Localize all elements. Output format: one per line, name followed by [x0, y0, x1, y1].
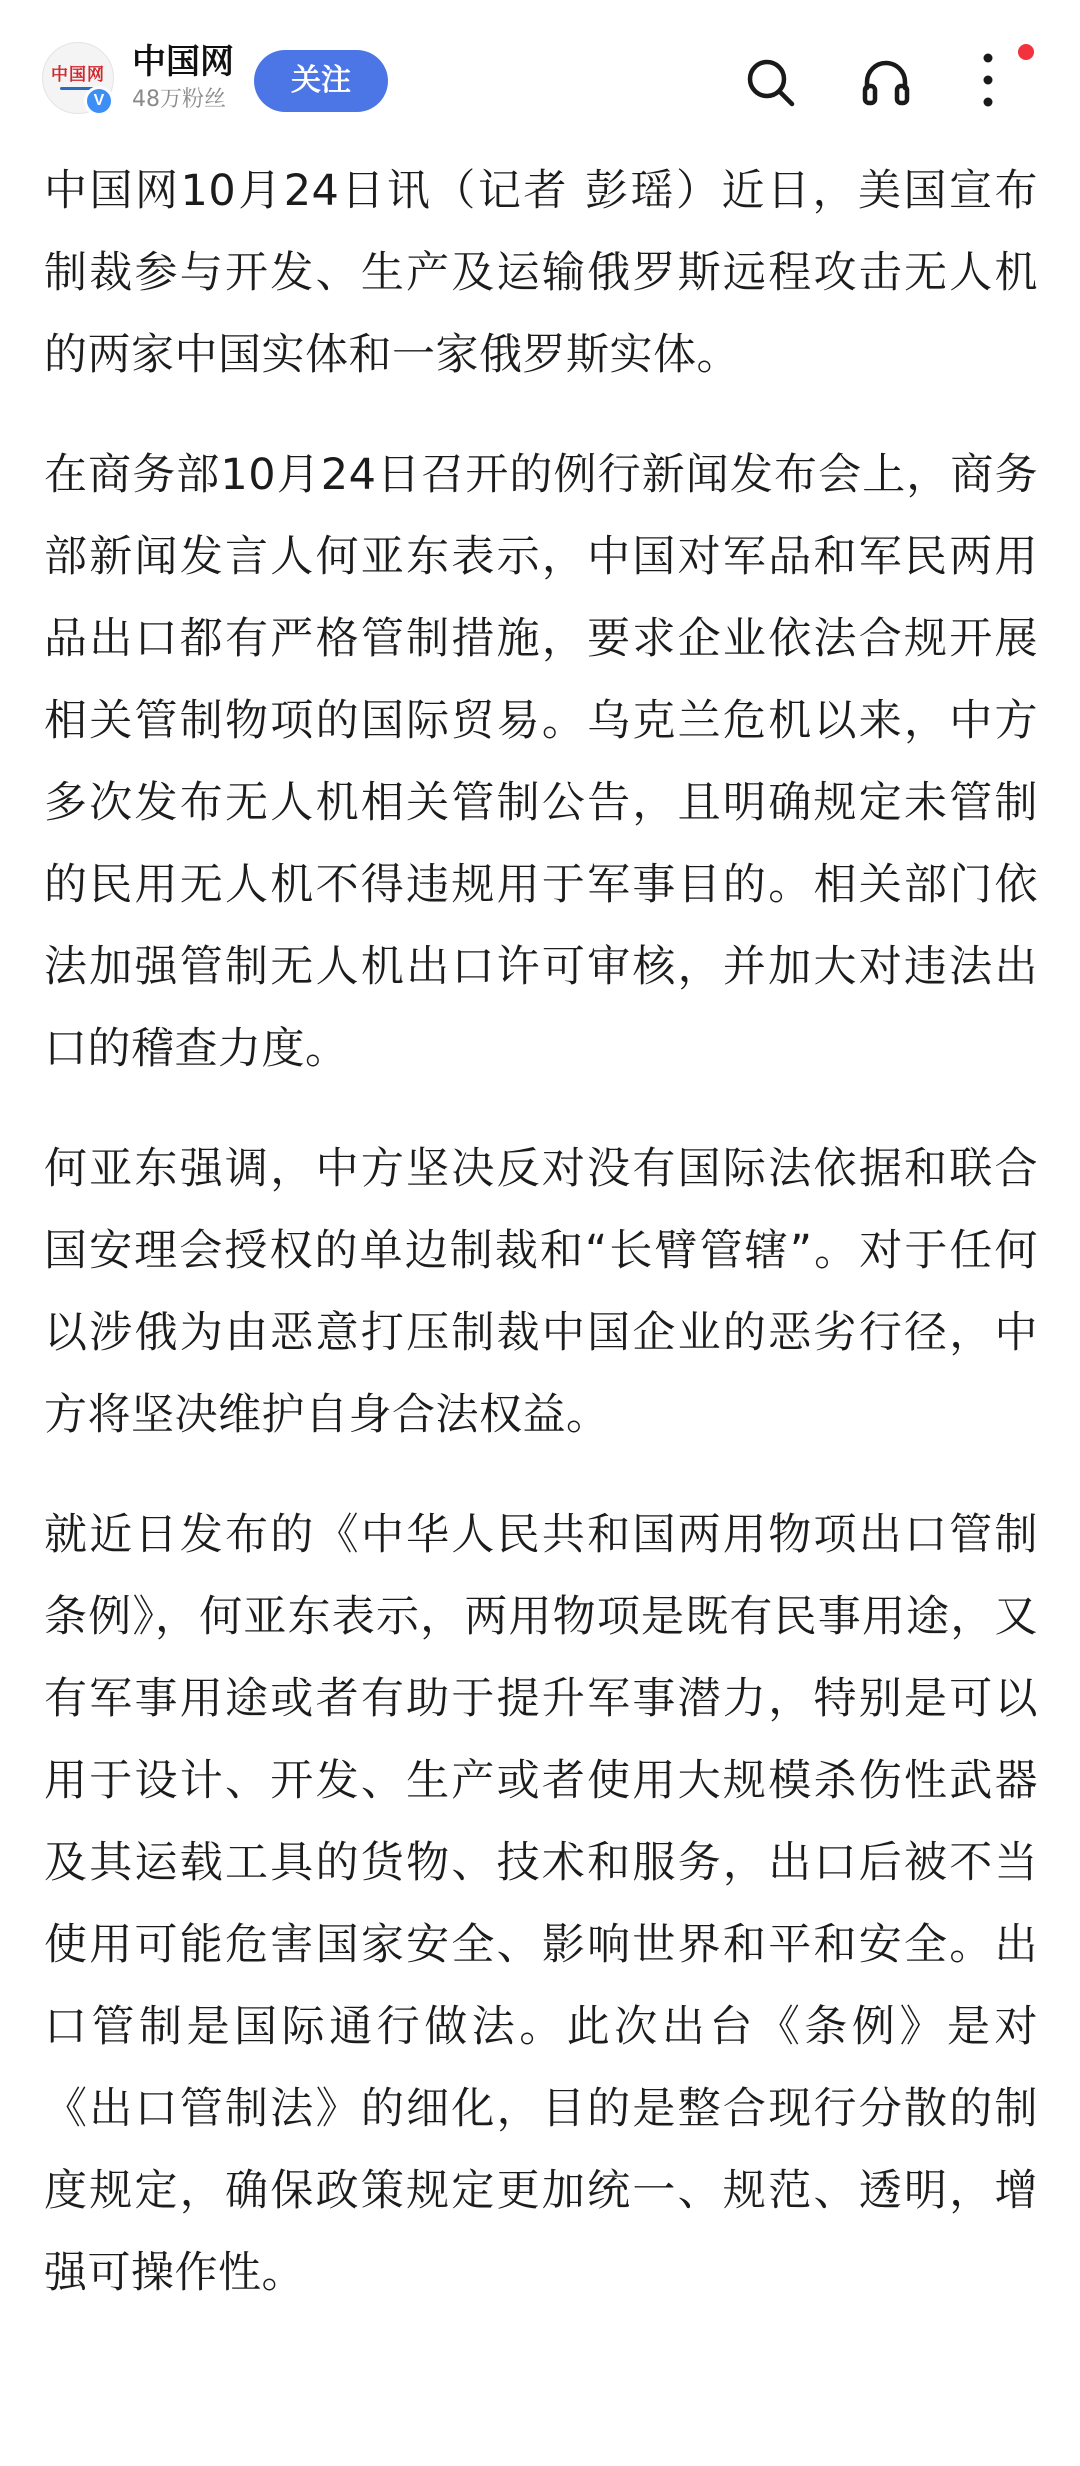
- more-vertical-icon[interactable]: [968, 48, 1008, 112]
- follow-button[interactable]: 关注: [254, 50, 388, 112]
- article-paragraph: 中国网10月24日讯（记者 彭瑶）近日，美国宣布制裁参与开发、生产及运输俄罗斯远程攻击无人机的两家中国实体和一家俄罗斯实体。: [44, 166, 1038, 380]
- headphones-icon[interactable]: [858, 54, 914, 110]
- search-icon[interactable]: [742, 54, 798, 110]
- article-header: [0, 0, 1080, 150]
- notification-dot: [1018, 44, 1034, 60]
- fans-count: 48万粉丝: [132, 87, 226, 112]
- article-paragraph: 在商务部10月24日召开的例行新闻发布会上，商务部新闻发言人何亚东表示，中国对军品和军民两用品出口都有严格管制措施，要求企业依法合规开展相关管制物项的国际贸易。乌克兰危机以来，中方多次发布无人机相关管制公告，且明确规定未管制的民用无人机不得违规用于军事目的。相关部门依法加强管制无人机出口许可审核，并加大对违法出口的稽查力度。: [44, 450, 1038, 1074]
- article-paragraph: 就近日发布的《中华人民共和国两用物项出口管制条例》，何亚东表示，两用物项是既有民事用途，又有军事用途或者有助于提升军事潜力，特别是可以用于设计、开发、生产或者使用大规模杀伤性武器及其运载工具的货物、技术和服务，出口后被不当使用可能危害国家安全、影响世界和平和安全。出口管制是国际通行做法。此次出台《条例》是对《出口管制法》的细化，目的是整合现行分散的制度规定，确保政策规定更加统一、规范、透明，增强可操作性。: [44, 1510, 1038, 2298]
- verified-badge-icon: V: [84, 86, 114, 116]
- article-body: [44, 150, 1038, 2460]
- account-name[interactable]: 中国网: [132, 42, 234, 82]
- avatar-logo: 中国网: [51, 65, 105, 85]
- article-paragraph: 何亚东强调，中方坚决反对没有国际法依据和联合国安理会授权的单边制裁和“长臂管辖”。对于任何以涉俄为由恶意打压制裁中国企业的恶劣行径，中方将坚决维护自身合法权益。: [44, 1144, 1038, 1440]
